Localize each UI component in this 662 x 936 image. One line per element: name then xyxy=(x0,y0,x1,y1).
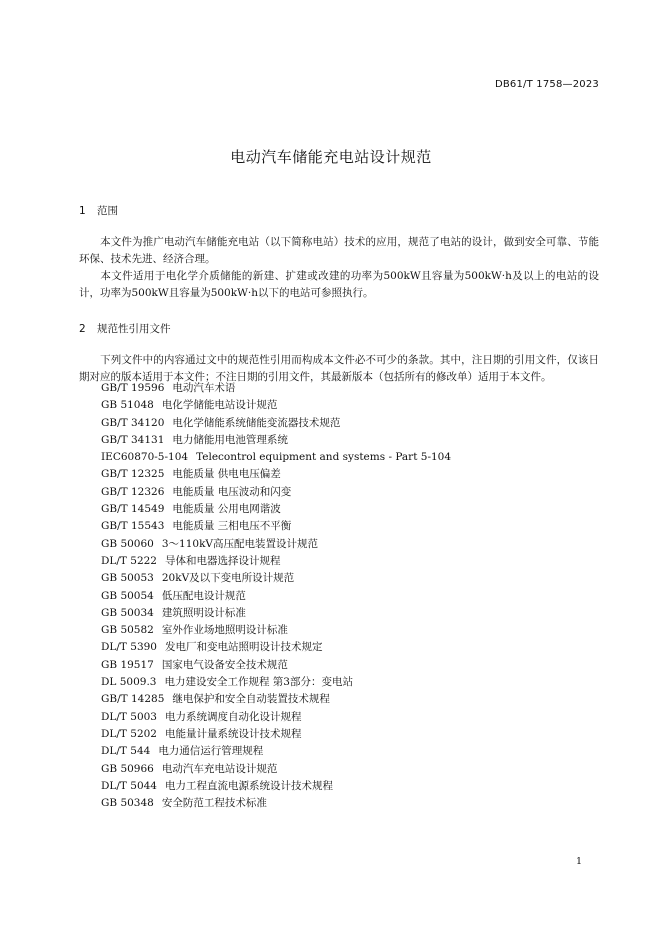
reference-code: GB/T 12326 xyxy=(101,485,165,498)
reference-item xyxy=(101,691,451,708)
reference-title: 电能质量 三相电压不平衡 xyxy=(172,520,292,533)
reference-title: 3～110kV高压配电装置设计规范 xyxy=(161,537,319,550)
reference-title: 电能质量 电压波动和闪变 xyxy=(172,485,292,498)
reference-item xyxy=(101,415,451,432)
reference-item xyxy=(101,484,451,501)
reference-item xyxy=(101,657,451,674)
reference-item xyxy=(101,466,451,483)
reference-item xyxy=(101,588,451,605)
reference-code: GB/T 12325 xyxy=(101,468,165,481)
reference-item xyxy=(101,709,451,726)
reference-list xyxy=(101,380,451,812)
reference-code: GB 50054 xyxy=(101,589,154,602)
reference-code: GB 51048 xyxy=(101,399,154,412)
reference-code: GB/T 14549 xyxy=(101,503,165,516)
section-1-paragraph-2 xyxy=(79,268,599,302)
reference-title: 电力系统调度自动化设计规程 xyxy=(165,710,302,723)
reference-code: DL/T 544 xyxy=(101,745,151,758)
reference-title: 发电厂和变电站照明设计技术规定 xyxy=(165,641,323,654)
reference-item xyxy=(101,432,451,449)
reference-title: 建筑照明设计标准 xyxy=(161,606,246,619)
reference-title: 电力工程直流电源系统设计技术规程 xyxy=(165,779,333,792)
reference-title: 室外作业场地照明设计标准 xyxy=(161,624,288,637)
reference-code: GB/T 34120 xyxy=(101,416,165,429)
document-title: 电动汽车储能充电站设计规范 xyxy=(230,148,432,166)
reference-code: GB/T 14285 xyxy=(101,693,165,706)
reference-item xyxy=(101,570,451,587)
reference-title: 电能质量 公用电网谐波 xyxy=(172,503,281,516)
reference-title: 电力建设安全工作规程 第3部分：变电站 xyxy=(164,676,353,689)
reference-title: 电力储能用电池管理系统 xyxy=(172,433,288,446)
reference-item xyxy=(101,639,451,656)
reference-title: 20kV及以下变电所设计规范 xyxy=(161,572,295,585)
reference-code: DL/T 5390 xyxy=(101,641,157,654)
reference-item xyxy=(101,622,451,639)
section-title: 规范性引用文件 xyxy=(97,323,171,335)
reference-title: 电动汽车充电站设计规范 xyxy=(161,762,278,775)
reference-item xyxy=(101,795,451,812)
standard-code: DB61/T 1758—2023 xyxy=(494,79,599,90)
reference-code: IEC60870-5-104 xyxy=(101,451,189,464)
reference-code: GB 19517 xyxy=(101,658,154,671)
reference-title: 低压配电设计规范 xyxy=(161,589,246,602)
reference-item xyxy=(101,605,451,622)
reference-item xyxy=(101,380,451,397)
reference-code: DL 5009.3 xyxy=(101,676,157,689)
reference-code: DL/T 5003 xyxy=(101,710,157,723)
reference-item xyxy=(101,449,451,466)
paragraph-text: 本文件适用于电化学介质储能的新建、扩建或改建的功率为500kW且容量为500kW·h及以上的电站的设计，功率为500kW且容量为500kW·h以下的电站可参照执行。 xyxy=(79,270,599,299)
section-title: 范围 xyxy=(97,205,118,217)
reference-code: GB 50348 xyxy=(101,797,154,810)
reference-code: DL/T 5202 xyxy=(101,727,157,740)
reference-code: GB/T 19596 xyxy=(101,382,165,394)
reference-item xyxy=(101,674,451,691)
reference-code: GB 50053 xyxy=(101,572,154,585)
reference-code: GB/T 15543 xyxy=(101,520,165,533)
section-number: 2 xyxy=(79,323,86,335)
section-1-heading xyxy=(79,203,118,218)
reference-title: 电力通信运行管理规程 xyxy=(158,745,264,758)
reference-title: 电动汽车术语 xyxy=(172,382,236,394)
reference-code: GB 50034 xyxy=(101,606,154,619)
section-2-heading xyxy=(79,321,171,336)
reference-code: DL/T 5222 xyxy=(101,554,157,567)
reference-title: 继电保护和安全自动装置技术规程 xyxy=(172,693,330,706)
reference-title: 导体和电器选择设计规程 xyxy=(165,554,281,567)
reference-title: 国家电气设备安全技术规范 xyxy=(161,658,288,671)
page-number: 1 xyxy=(575,856,582,867)
reference-code: GB 50582 xyxy=(101,624,154,637)
reference-title: 电化学储能电站设计规范 xyxy=(161,399,278,412)
reference-title: 电能量计量系统设计技术规程 xyxy=(165,727,302,740)
section-number: 1 xyxy=(79,205,86,217)
reference-item xyxy=(101,536,451,553)
reference-item xyxy=(101,778,451,795)
reference-item xyxy=(101,553,451,570)
reference-code: DL/T 5044 xyxy=(101,779,157,792)
reference-title: 电能质量 供电电压偏差 xyxy=(172,468,281,481)
reference-item xyxy=(101,761,451,778)
reference-item xyxy=(101,397,451,414)
reference-item xyxy=(101,501,451,518)
reference-code: GB 50060 xyxy=(101,537,154,550)
reference-item xyxy=(101,518,451,535)
reference-item xyxy=(101,743,451,760)
reference-code: GB 50966 xyxy=(101,762,154,775)
reference-title: 安全防范工程技术标准 xyxy=(161,797,267,810)
reference-title: 电化学储能系统储能变流器技术规范 xyxy=(172,416,341,429)
paragraph-text: 下列文件中的内容通过文中的规范性引用而构成本文件必不可少的条款。其中，注日期的引用文件，仅该日期对应的版本适用于本文件；不注日期的引用文件，其最新版本（包括所有的修改单）适用于本文件。 xyxy=(79,354,599,383)
reference-code: GB/T 34131 xyxy=(101,433,165,446)
section-1-paragraph-1 xyxy=(79,234,599,268)
reference-title: Telecontrol equipment and systems - Part 5-104 xyxy=(196,451,452,464)
paragraph-text: 本文件为推广电动汽车储能充电站（以下简称电站）技术的应用，规范了电站的设计，做到安全可靠、节能环保、技术先进、经济合理。 xyxy=(79,236,599,265)
reference-item xyxy=(101,726,451,743)
